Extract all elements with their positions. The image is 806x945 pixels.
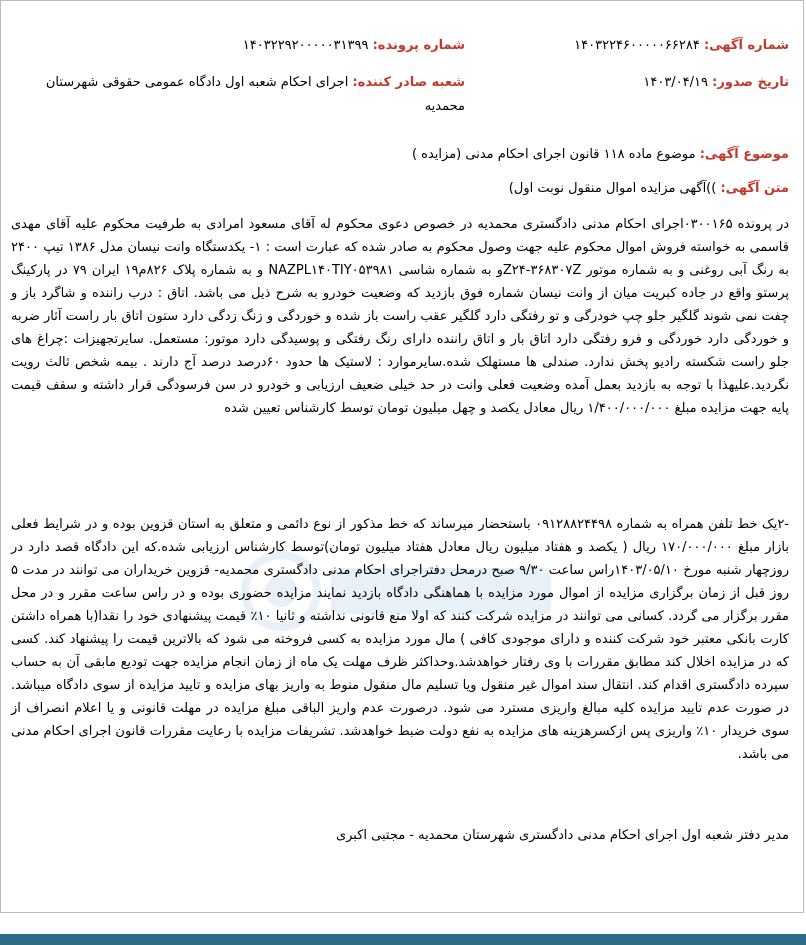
ad-subject-label: موضوع آگهی: xyxy=(699,147,789,162)
case-number-label: شماره پرونده: xyxy=(372,38,465,53)
ad-text-label: متن آگهی: xyxy=(720,181,789,196)
issuing-branch xyxy=(46,75,465,90)
paragraph-phone-line: -۲یک خط تلفن همراه به شماره ۰۹۱۲۸۸۲۴۴۹۸ باستحضار میرساند که خط مذکور از نوع دائمی و متعلق به استان قزوین بوده و در شرایط فعلی بازار مبلغ ۱۷۰/۰۰۰/۰۰۰ ریال ( یکصد و هفتاد میلیون ریال معادل هفتاد میلیون تومان)توسط کارشناس ارزیابی شده.که این دادگاه قصد دارد در روزچهار شنبه مورخ ۱۴۰۳/۰۵/۱۰راس ساعت ۹/۳۰ صبح درمحل دفتراجرای احکام مدنی دادگستری محمدیه- قزوین خریداران می توانند در مدت ۵ روز قبل از زمان برگزاری مزایده از اموال مورد مزایده با هماهنگی دادگاه بازدید نمایند مزایده حضوری بوده و در راس ساعت مقرر و در محل مقرر برگزار می گردد. کسانی می توانند در مزایده شرکت کنند که اولا منع قانونی نداشته و ثانیا ۱۰٪ قیمت پیشنهادی خود را نقدا(با همراه داشتن کارت بانکی معتبر خود شرکت کننده و دارای موجودی کافی ) مال مورد مزایده به کسی فروخته می شود که بالاترین قیمت را پیشنهاد کند. کسی که در مزایده اخلال کند مطابق مقررات با وی رفتار خواهدشد.وحداکثر ظرف مهلت یک ماه از زمان انجام مزایده جهت تودیع مابقی آن به حساب سپرده دادگستری اقدام کند. انتقال سند اموال غیر منقول ویا تسلیم مال منقول منوط به واریز بهای مزایده و تایید مزایده از سوی دادگاه میباشد. در صورت عدم تایید مزایده کلیه مبالغ واریزی مسترد می شود. درصورت عدم واریز الباقی مبلغ مزایده در مهلت قانونی و یا اعلام انصراف از سوی خریدار ۱۰٪ واریزی پس ازکسرهزینه های مزایده به نفع دولت ضبط خواهدشد. تشریفات مزایده با رعایت مقررات قانون اجرای احکام مدنی می باشد. xyxy=(11,517,790,762)
signature-text: مدیر دفتر شعبه اول اجرای احکام مدنی دادگستری شهرستان محمدیه - مجتبی اکبری xyxy=(335,828,789,843)
ad-number xyxy=(574,38,789,53)
issue-date xyxy=(643,75,789,90)
ad-number-value: ۱۴۰۳۲۲۴۶۰۰۰۰۰۶۶۲۸۴ xyxy=(574,38,700,53)
ad-subject xyxy=(412,147,789,162)
ad-subject-value: موضوع ماده ۱۱۸ قانون اجرای احکام مدنی (مزایده ) xyxy=(411,147,696,162)
ad-text-title: ))آگهی مزایده اموال منقول نوبت اول) xyxy=(508,181,717,196)
case-number-value: ۱۴۰۳۲۲۹۲۰۰۰۰۰۳۱۳۹۹ xyxy=(242,38,369,53)
ad-number-label: شماره آگهی: xyxy=(703,38,789,53)
issuing-branch-label: شعبه صادر کننده: xyxy=(352,75,465,90)
issuing-branch-value-line2: محمدیه xyxy=(424,99,465,114)
issuing-branch-value: اجرای احکام شعبه اول دادگاه عمومی حقوقی شهرستان xyxy=(45,75,349,90)
bottom-bar xyxy=(0,934,806,945)
ad-text xyxy=(509,181,789,196)
issue-date-value: ۱۴۰۳/۰۴/۱۹ xyxy=(643,75,708,90)
case-number xyxy=(243,38,465,53)
issue-date-label: تاریخ صدور: xyxy=(712,75,789,90)
paragraph-vehicle: در پرونده ۰۳۰۰۱۶۵اجرای احکام مدنی دادگستری محمدیه در خصوص دعوی محکوم له آقای مسعود امرادی به طرفیت محکوم علیه آقای مهدی قاسمی به خواسته فروش اموال محکوم علیه جهت وصول محکوم به صادر شده که عبارت است : ۱- یکدستگاه وانت نیسان مدل ۱۳۸۶ تیپ ۲۴۰۰ به رنگ آبی روغنی و به شماره موتور Z۲۴-۳۶۸۳۰۷Zو به شماره شاسی NAZPL۱۴۰TIY۰۵۳۹۸۱ و به شماره پلاک ۸۲۶م۱۹ ایران ۷۹ در پارکینگ پرستو واقع در جاده کبریت میان از وانت نیسان شماره فوق بازدید که وضعیت خودرو به شرح ذیل می باشد. اتاق : درب راننده و شاگرد باز و چفت نمی شوند گلگیر جلو چپ خودرگی و تو رفتگی دارد گلگیر عقب راست باز شده و خوردگی و زنگ زدگی دارد ستون اتاق بار راست آثار ضربه و خوردگی دارد خوردگی و فرو رفتگی دارد اتاق بار و اتاق راننده دارای رنگ رفتگی و پوسیدگی دارد موتور: مستعمل. سایرتجهیزات :چراغ های جلو راست شکسته رادیو پخش ندارد. صندلی ها مستهلک شده.سایرموارد : لاستیک ها حدود ۶۰درصد درصد آج دارند . بیمه شخص ثالث رویت نگردید.علیهذا با توجه به بازدید بعمل آمده وضعیت فعلی وانت در حد خیلی ضعیف ارزیابی و خودرو در سن فرسودگی قرار داشته و سقف قیمت پایه جهت مزایده مبلغ ۱/۴۰۰/۰۰۰/۰۰۰ ریال معادل یکصد و چهل میلیون تومان توسط کارشناس تعیین شده xyxy=(11,217,790,416)
signature xyxy=(336,828,789,843)
issuing-branch-line2 xyxy=(425,99,465,114)
